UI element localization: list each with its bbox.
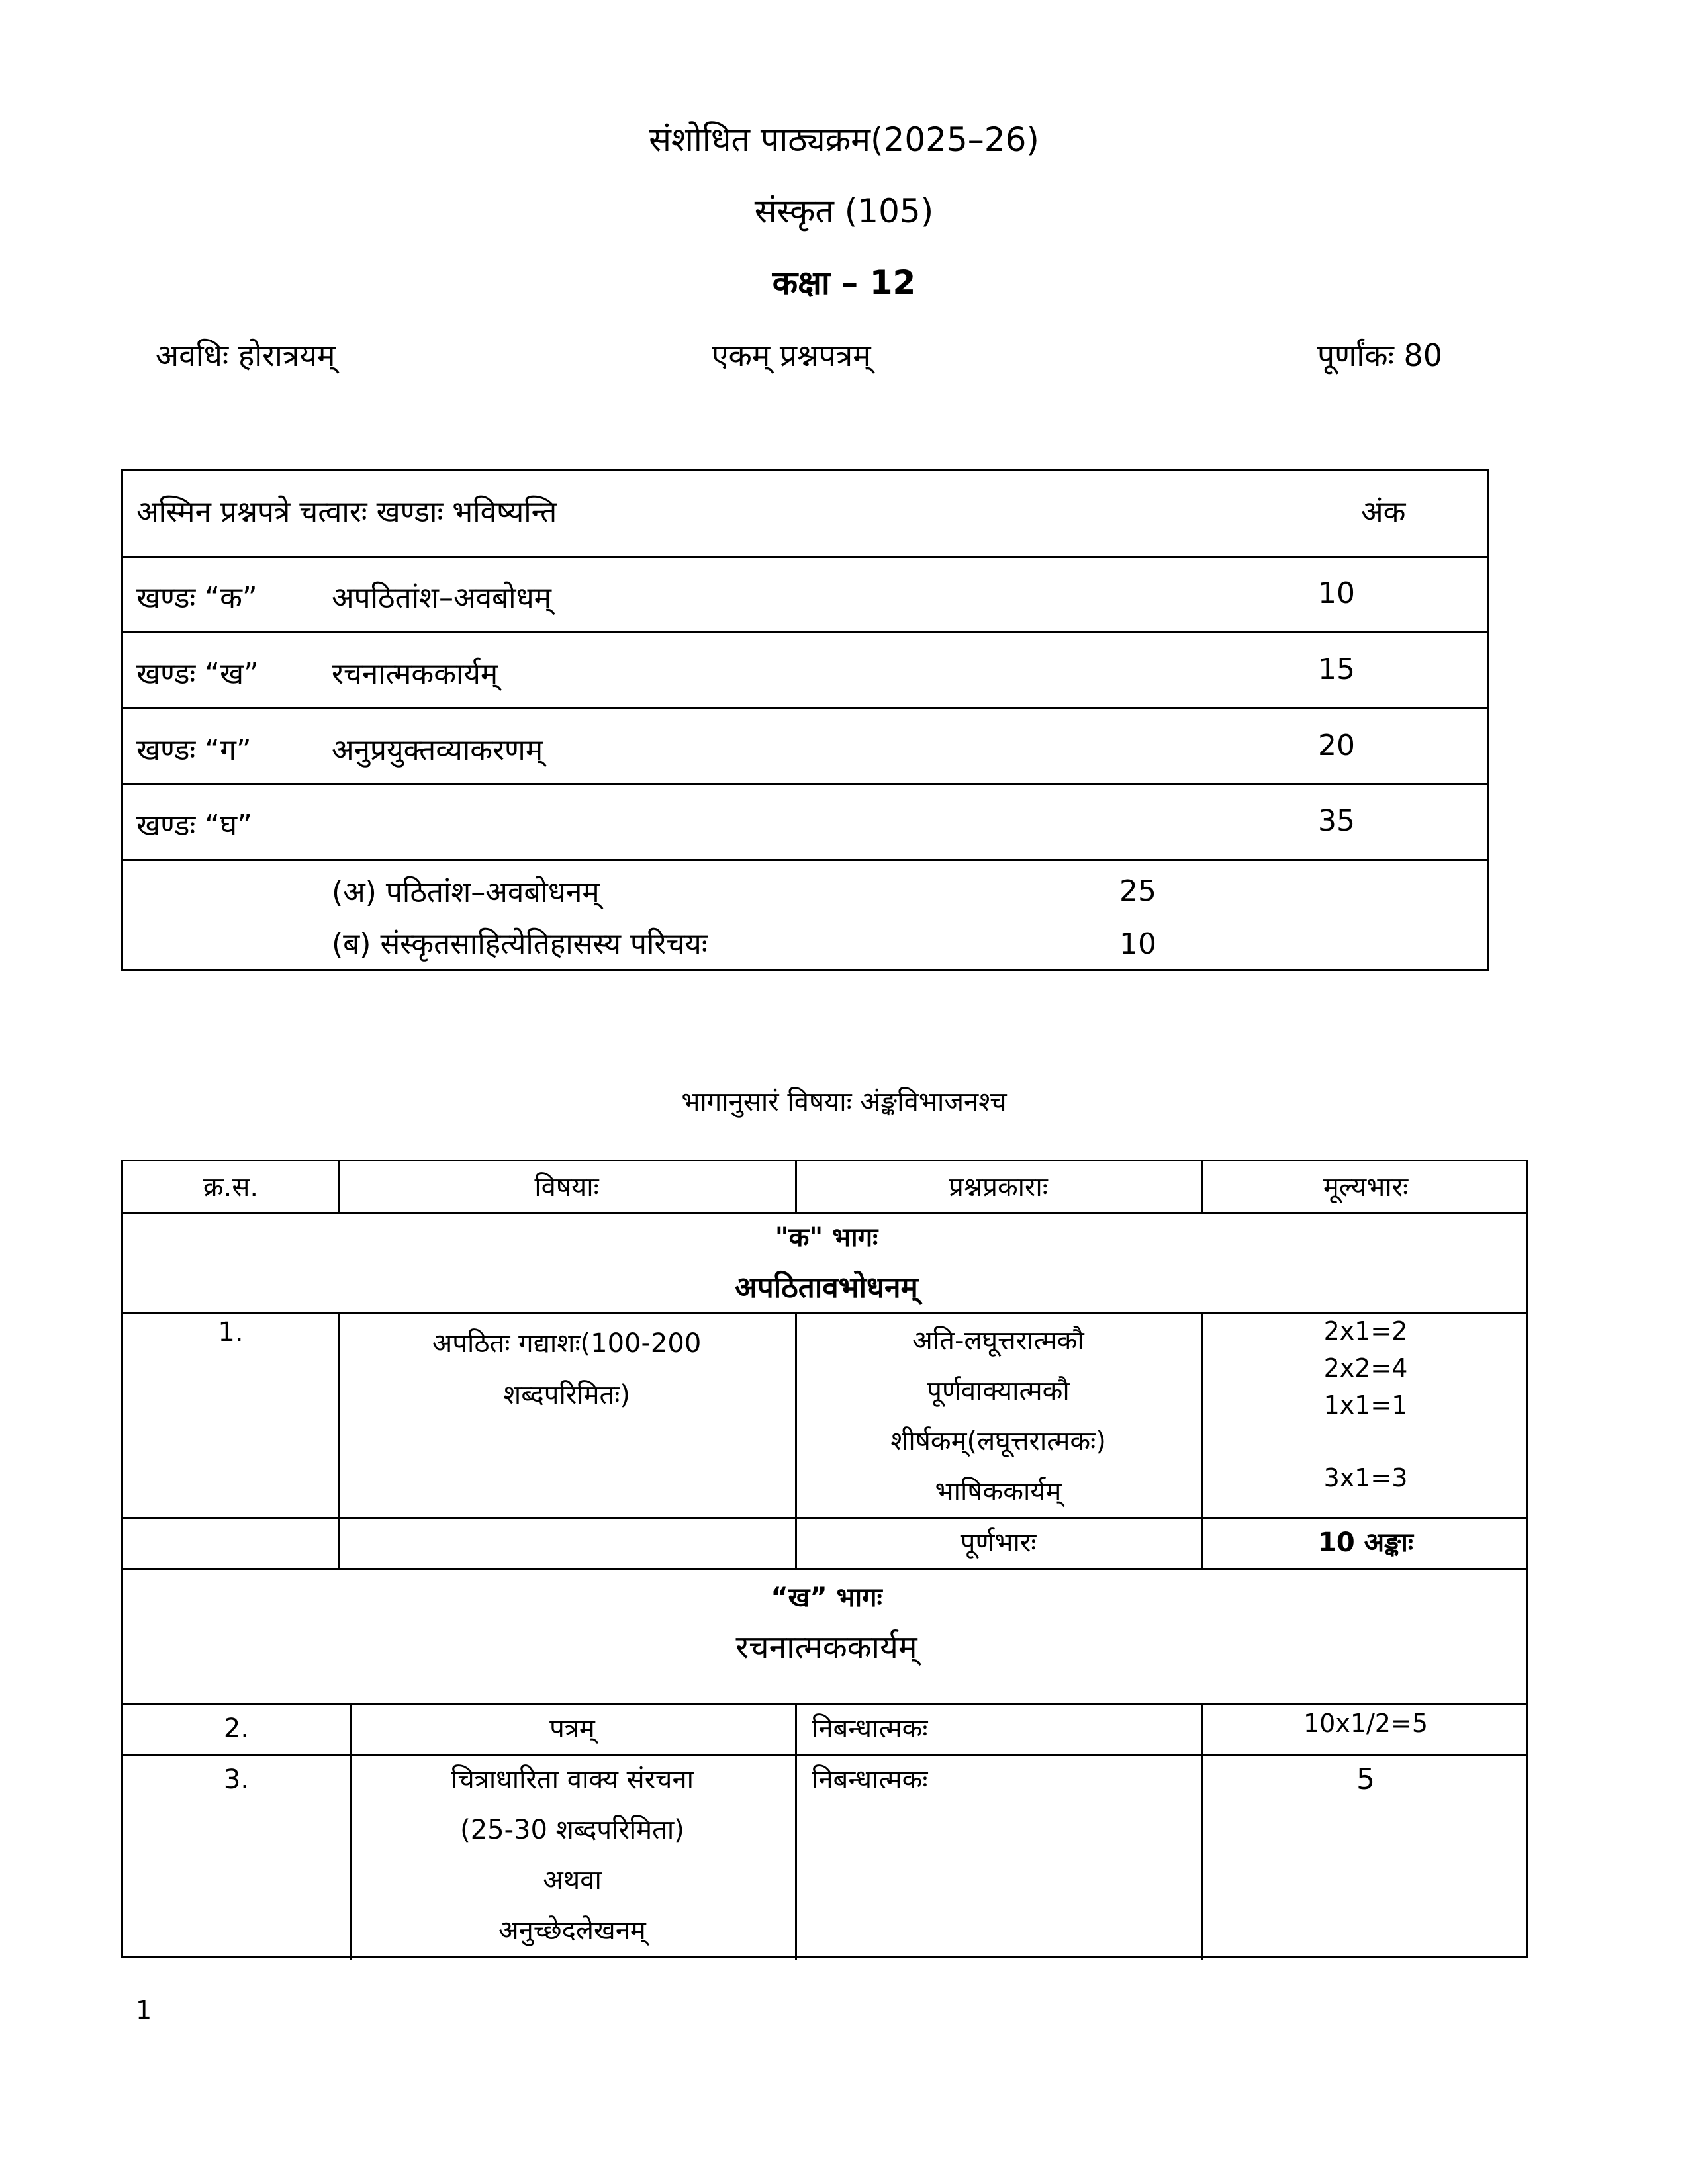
subject-title: संस्कृत (105) <box>754 192 934 230</box>
page-number: 1 <box>136 1995 152 2025</box>
marks-heading: अंक <box>1361 495 1406 529</box>
part-b-name: रचनात्मककार्यम् <box>735 1629 917 1666</box>
distribution-title: भागानुसारं विषयाः अंङ्कविभाजनश्च <box>681 1087 1007 1117</box>
page-title: संशोधित पाठ्यक्रम(2025–26) <box>649 120 1039 159</box>
sections-table: अस्मिन प्रश्नपत्रे चत्वारः खण्डाः भविष्यन्ति अंक खण्डः “क” अपठितांश–अवबोधम् 10 खण्डः “ख” रचनात्मककार्यम् 15 खण्डः “ग” अनुप्रयुक्तव्याकरणम् 20 खण्डः “घ” 35 (अ) पठितांश–अवबोधनम् 25 (ब) संस्कृतसाहित्येतिहासस्य परिचयः 10 <box>121 469 1489 971</box>
sections-heading: अस्मिन प्रश्नपत्रे चत्वारः खण्डाः भविष्यन्ति <box>136 495 557 529</box>
full-marks: पूर्णांकः 80 <box>1317 338 1443 373</box>
class-title: कक्षा – 12 <box>772 263 916 302</box>
part-b-heading: “ख” भागः <box>771 1582 882 1613</box>
paper-count: एकम् प्रश्नपत्रम् <box>712 338 871 373</box>
part-a-heading: "क" भागः <box>774 1222 878 1253</box>
duration: अवधिः होरात्रयम् <box>156 338 336 373</box>
part-a-name: अपठितावभोधनम् <box>735 1271 918 1304</box>
distribution-table: क्र.स. विषयाः प्रश्नप्रकाराः मूल्यभारः "क" भागः अपठितावभोधनम् 1. अपठितः गद्याशः(100-200 शब्दपरिमितः) अति-लघूत्तरात्मकौ पूर्णवाक्यात्मकौ शीर्षकम्(लघूत्तरात्मकः) भाषिककार्यम् 2x1=2 2x2=4 1x1=1 3x1=3 पूर्णभारः 10 अङ्काः “ख” भागः रचनात्मककार्यम् 2. पत्रम् निबन्धात्मकः 10x1/2=5 3. चित्राधारिता वाक्य संरचना (25-30 शब्दपरिमिता) अथवा अनुच्छेदलेखनम् निबन्धात्मकः 5 <box>121 1160 1528 1958</box>
